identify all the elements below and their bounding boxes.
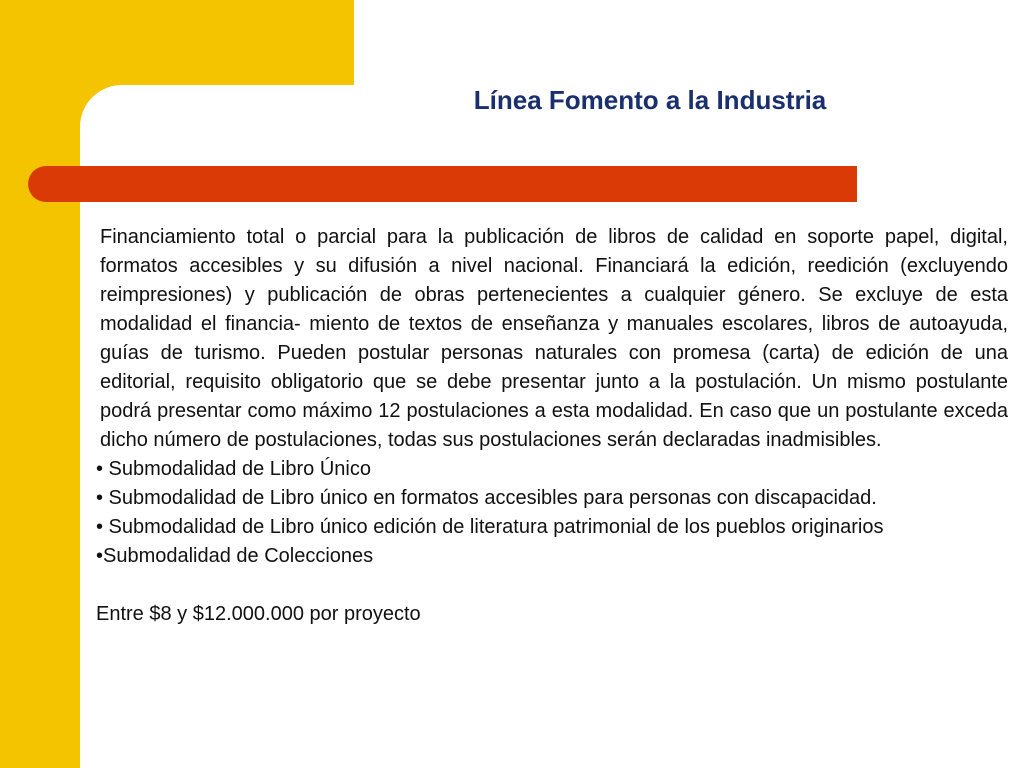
funding-amount: Entre $8 y $12.000.000 por proyecto bbox=[96, 603, 421, 625]
slide-title: Línea Fomento a la Industria bbox=[473, 85, 827, 115]
bullet-item-colecciones: •Submodalidad de Colecciones bbox=[96, 545, 374, 567]
spacer bbox=[96, 571, 1008, 600]
description-paragraph: Financiamiento total o parcial para la publicación de libros de calidad en soporte papel, digital, formatos accesibles y su difusión a nivel nacional. Financiará la edición, reedición (excluyendo reimpresiones) y publicación de obras pertenecientes a cualquier género. Se excluye de esta modalidad el financia- miento de textos de enseñanza y manuales escolares, libros de autoayuda, guías de turismo. Pueden postular personas naturales con promesa (carta) de edición de una editorial, requisito obligatorio que se debe presentar junto a la postulación. Un mismo postulante podrá presentar como máximo 12 postulaciones a esta modalidad. En caso que un postulante exceda dicho número de postulaciones, todas sus postulaciones serán declaradas inadmisibles. bbox=[100, 226, 1008, 451]
slide-body bbox=[96, 223, 1008, 629]
bullet-item-formatos-accesibles: • Submodalidad de Libro único en formatos accesibles para personas con discapacidad. bbox=[96, 487, 877, 509]
bullet-item-libro-unico: • Submodalidad de Libro Único bbox=[96, 458, 371, 480]
red-divider-bar bbox=[28, 166, 857, 202]
bullet-item-literatura-patrimonial: • Submodalidad de Libro único edición de literatura patrimonial de los pueblos originarios bbox=[96, 516, 884, 538]
